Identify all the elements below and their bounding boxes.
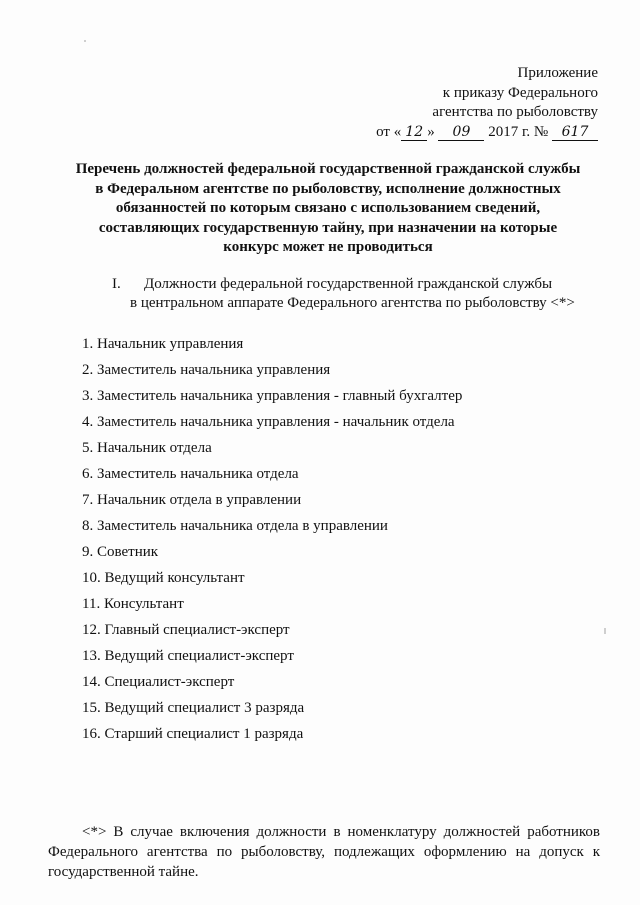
appendix-title: Приложение bbox=[517, 65, 598, 81]
list-item: 12. Главный специалист-эксперт bbox=[82, 622, 290, 638]
list-item: 7. Начальник отдела в управлении bbox=[82, 492, 302, 508]
order-year: 2017 г. № bbox=[488, 123, 549, 140]
document-title bbox=[50, 160, 606, 258]
list-item: 11. Консультант bbox=[82, 596, 184, 612]
section-number: I. bbox=[112, 276, 121, 292]
scan-speck bbox=[84, 40, 86, 42]
list-item: 6. Заместитель начальника отдела bbox=[82, 466, 299, 482]
order-mid: » bbox=[427, 123, 435, 140]
order-prefix: от « bbox=[376, 123, 402, 140]
list-item: 15. Ведущий специалист 3 разряда bbox=[82, 700, 305, 716]
title-line: Перечень должностей федеральной государственной гражданской службы bbox=[75, 161, 581, 177]
section-title-line1: Должности федеральной государственной гражданской службы bbox=[144, 276, 553, 292]
title-line: обязанностей по которым связано с использованием сведений, bbox=[115, 200, 541, 216]
title-line: конкурс может не проводиться bbox=[223, 239, 433, 255]
list-item: 16. Старший специалист 1 разряда bbox=[82, 726, 304, 742]
order-number: 617 bbox=[552, 124, 598, 141]
list-item: 4. Заместитель начальника управления - начальник отдела bbox=[82, 414, 455, 430]
list-item: 13. Ведущий специалист-эксперт bbox=[82, 648, 294, 664]
footnote: <*> В случае включения должности в номенклатуру должностей работников Федерального агентства по рыболовству, подлежащих оформлению на допуск к государственной тайне. bbox=[48, 824, 600, 880]
list-item: 3. Заместитель начальника управления - главный бухгалтер bbox=[82, 388, 463, 404]
scan-speck bbox=[604, 628, 606, 634]
section-title-line2: в центральном аппарате Федерального агентства по рыболовству <*> bbox=[130, 295, 575, 311]
list-item: 9. Советник bbox=[82, 544, 159, 560]
appendix-block bbox=[376, 64, 598, 142]
appendix-agency: агентства по рыболовству bbox=[432, 104, 598, 120]
list-item: 1. Начальник управления bbox=[82, 336, 244, 352]
appendix-order-ref: к приказу Федерального bbox=[442, 84, 598, 101]
list-item: 8. Заместитель начальника отдела в управлении bbox=[82, 518, 388, 534]
title-line: в Федеральном агентстве по рыболовству, исполнение должностных bbox=[95, 180, 561, 197]
list-item: 5. Начальник отдела bbox=[82, 440, 212, 456]
positions-list bbox=[82, 335, 462, 751]
order-month: 09 bbox=[438, 124, 484, 141]
list-item: 10. Ведущий консультант bbox=[82, 570, 245, 586]
appendix-order-date bbox=[376, 123, 598, 143]
order-day: 12 bbox=[401, 124, 427, 141]
list-item: 14. Специалист-эксперт bbox=[82, 674, 235, 690]
title-line: составляющих государственную тайну, при назначении на которые bbox=[98, 219, 558, 236]
list-item: 2. Заместитель начальника управления bbox=[82, 362, 331, 378]
